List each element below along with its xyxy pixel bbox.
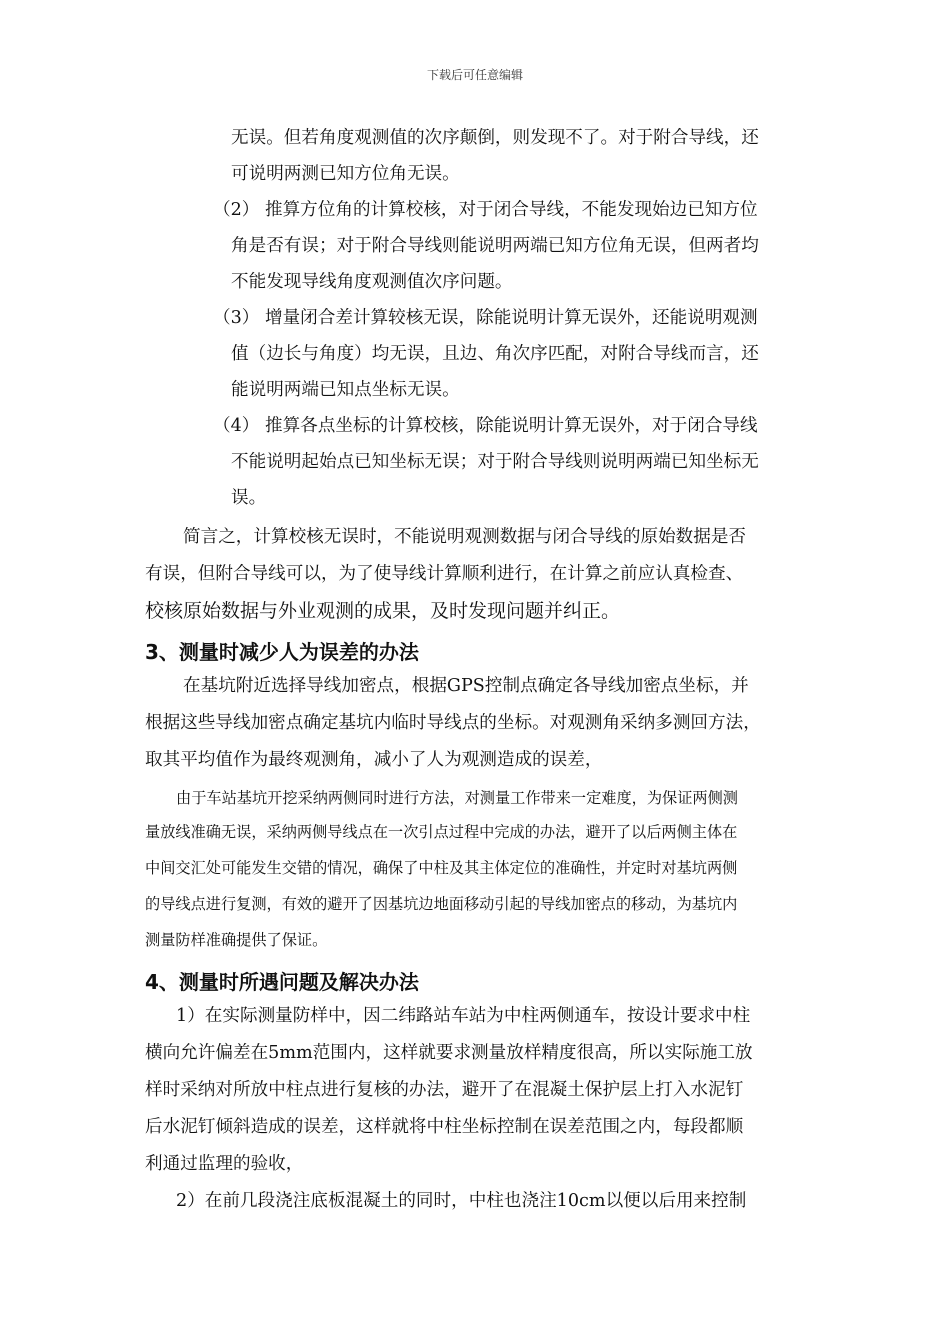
paragraph-line: 的导线点进行复测，有效的避开了因基坑边地面移动引起的导线加密点的移动，为基坑内 xyxy=(145,895,738,913)
text-line: 值（边长与角度）均无误，且边、角次序匹配，对附合导线而言，还 xyxy=(231,344,759,364)
section-heading-4: 4、测量时所遇问题及解决办法 xyxy=(145,970,419,994)
paragraph-line: 利通过监理的验收， xyxy=(145,1154,304,1174)
paragraph-line: 由于车站基坑开挖采纳两侧同时进行方法，对测量工作带来一定难度，为保证两侧测 xyxy=(176,789,738,807)
paragraph-line: 1）在实际测量防样中，因二纬路站车站为中柱两侧通车，按设计要求中柱 xyxy=(176,1006,751,1026)
paragraph-line: 校核原始数据与外业观测的成果，及时发现问题并纠正。 xyxy=(145,600,621,622)
text-line: 能说明两端已知点坐标无误。 xyxy=(231,380,460,400)
text-line: 无误。但若角度观测值的次序颠倒，则发现不了。对于附合导线，还 xyxy=(231,128,759,148)
paragraph-line: 中间交汇处可能发生交错的情况，确保了中柱及其主体定位的准确性，并定时对基坑两侧 xyxy=(145,859,738,877)
paragraph-line: 在基坑附近选择导线加密点，根据GPS控制点确定各导线加密点坐标，并 xyxy=(183,676,749,696)
text-line: 角是否有误；对于附合导线则能说明两端已知方位角无误，但两者均 xyxy=(231,236,759,256)
paragraph-line: 横向允许偏差在5mm范围内，这样就要求测量放样精度很高，所以实际施工放 xyxy=(145,1043,753,1063)
paragraph-line: 取其平均值作为最终观测角，减小了人为观测造成的误差， xyxy=(145,750,603,770)
list-item-4: （4） 推算各点坐标的计算校核，除能说明计算无误外，对于闭合导线 xyxy=(213,416,758,436)
text-line: 误。 xyxy=(231,488,267,508)
section-heading-3: 3、测量时减少人为误差的办法 xyxy=(145,640,419,664)
text-line: 不能发现导线角度观测值次序问题。 xyxy=(231,272,513,292)
paragraph-line: 根据这些导线加密点确定基坑内临时导线点的坐标。对观测角采纳多测回方法， xyxy=(145,713,761,733)
paragraph-line: 量放线准确无误，采纳两侧导线点在一次引点过程中完成的办法，避开了以后两侧主体在 xyxy=(145,823,738,841)
text-line: 可说明两测已知方位角无误。 xyxy=(231,164,460,184)
list-item-3: （3） 增量闭合差计算较核无误，除能说明计算无误外，还能说明观测 xyxy=(213,308,758,328)
paragraph-line: 测量防样准确提供了保证。 xyxy=(145,931,328,949)
paragraph-line: 有误，但附合导线可以，为了使导线计算顺利进行，在计算之前应认真检查、 xyxy=(145,564,744,584)
page-header: 下载后可任意编辑 xyxy=(426,68,523,82)
list-item-2: （2） 推算方位角的计算校核，对于闭合导线，不能发现始边已知方位 xyxy=(213,200,758,220)
paragraph-line: 2）在前几段浇注底板混凝土的同时，中柱也浇注10cm以便以后用来控制 xyxy=(176,1191,747,1211)
paragraph-line: 简言之，计算校核无误时，不能说明观测数据与闭合导线的原始数据是否 xyxy=(183,527,747,547)
paragraph-line: 后水泥钉倾斜造成的误差，这样就将中柱坐标控制在误差范围之内，每段都顺 xyxy=(145,1117,744,1137)
text-line: 不能说明起始点已知坐标无误；对于附合导线则说明两端已知坐标无 xyxy=(231,452,759,472)
paragraph-line: 样时采纳对所放中柱点进行复核的办法，避开了在混凝土保护层上打入水泥钉 xyxy=(145,1080,744,1100)
